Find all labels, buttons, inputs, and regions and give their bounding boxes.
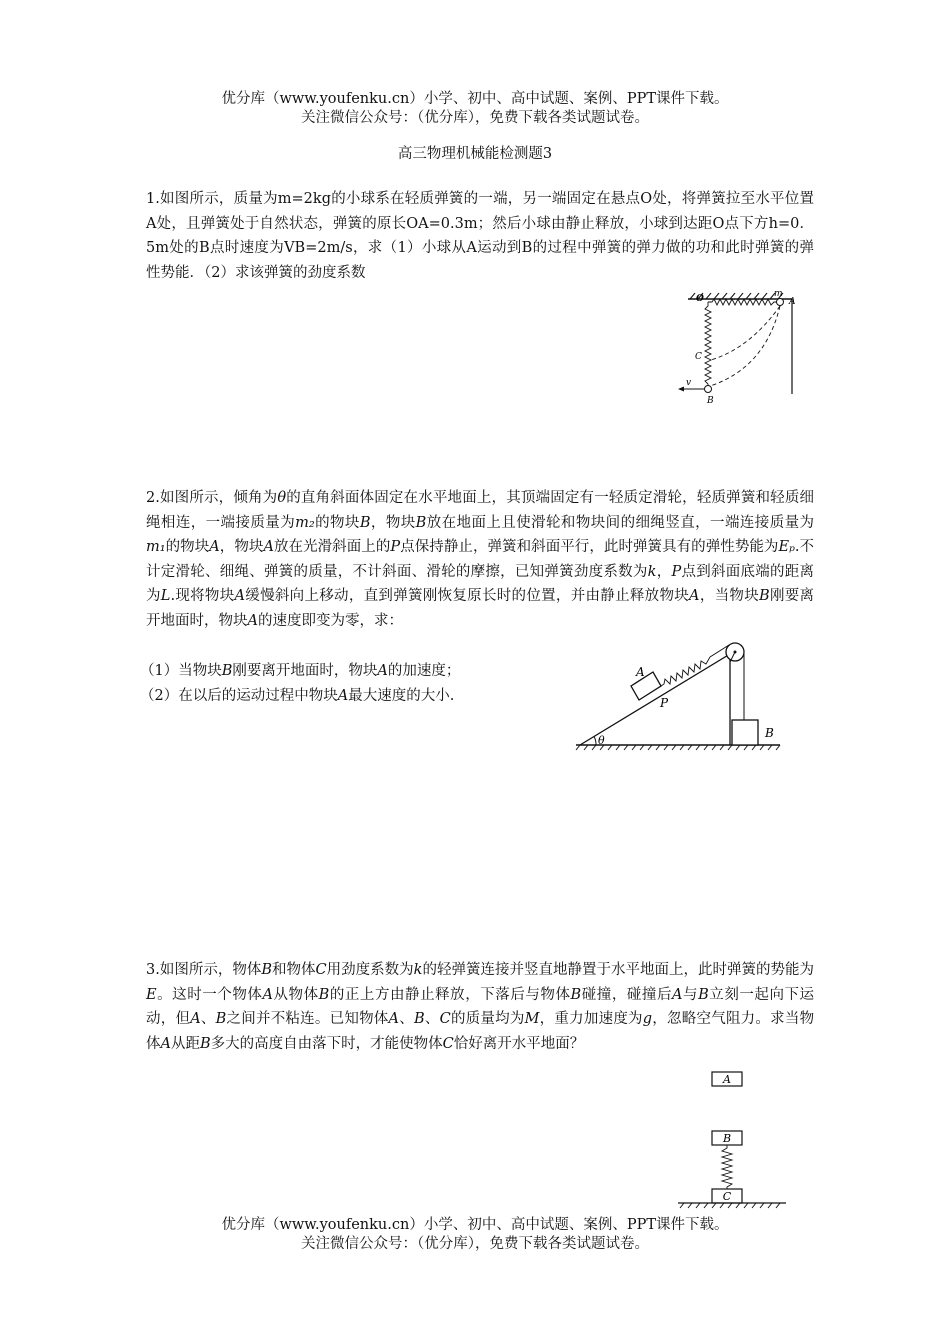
figure1-label-o: O [696,294,704,304]
question-3-text: 3.如图所示，物体B和物体C用劲度系数为k的轻弹簧连接并竖直地静置于水平地面上，此时弹簧的势能为E。这时一个物体A从物体B的正上方由静止释放，下落后与物体B碰撞，碰撞后A与B立刻一起向下运动，但A、B之间并不粘连。已知物体A、B、C的质量均为M，重力加速度为g，忽略空气阻力。求当物体A从距B多大的高度自由落下时，才能使物体C恰好离开水平地面？ [146,962,815,1052]
figure3-label-b: B [722,1132,732,1145]
question-1 [146,187,814,285]
question-2-subquestions [140,659,580,708]
question-2-figure [570,632,790,752]
question-2-sub-2: （2）在以后的运动过程中物块A最大速度的大小. [140,687,455,704]
header-line-1: 优分库（www.youfenku.cn）小学、初中、高中试题、案例、PPT课件下载。 [221,91,729,107]
page-title: 高三物理机械能检测题3 [397,146,553,162]
question-2-sub-1: （1）当物块B刚要离开地面时，物块A的加速度； [140,663,461,679]
figure1-label-m: m [774,289,783,299]
question-3-figure [672,1068,792,1212]
figure2-label-theta: θ [598,734,605,747]
question-2-stem: 2.如图所示，倾角为θ的直角斜面体固定在水平地面上，其顶端固定有一轻质定滑轮，轻质弹簧和轻质细绳相连，一端接质量为m₂的物块B，物块B放在地面上且使滑轮和物块间的细绳竖直，一端连接质量为m₁的物块A，物块A放在光滑斜面上的P点保持静止，弹簧和斜面平行，此时弹簧具有的弹性势能为Eₚ.不计定滑轮、细绳、弹簧的质量，不计斜面、滑轮的摩擦，已知弹簧劲度系数为k，P点到斜面底端的距离为L.现将物块A缓慢斜向上移动，直到弹簧刚恢复原长时的位置，并由静止释放物块A，当物块B刚要离开地面时，物块A的速度即变为零，求： [146,490,815,629]
figure1-label-a: A [789,297,796,307]
figure3-label-a: A [723,1073,731,1086]
figure2-label-a: A [636,665,645,679]
header [0,90,950,128]
footer-line-2: 关注微信公众号：（优分库），免费下载各类试题试卷。 [301,1236,649,1252]
header-line-2: 关注微信公众号：（优分库），免费下载各类试题试卷。 [301,110,649,126]
figure3-label-c: C [722,1190,732,1203]
question-2 [146,486,814,633]
figure2-label-b: B [765,726,774,740]
question-3 [146,958,814,1056]
question-1-text: 1.如图所示，质量为m=2kg的小球系在轻质弹簧的一端，另一端固定在悬点O处，将弹簧拉至水平位置A处，且弹簧处于自然状态，弹簧的原长OA=0.3m；然后小球由静止释放，小球到达距O点下方h=0．5m处的B点时速度为VB=2m/s，求（1）小球从A运动到B的过程中弹簧的弹力做的功和此时弹簧的弹性势能．（2）求该弹簧的劲度系数 [146,191,814,281]
figure1-label-v: v [686,378,692,388]
footer [0,1216,950,1254]
figure2-label-p: P [660,696,669,710]
figure1-label-b: B [707,396,714,406]
figure1-label-c: C [695,352,702,362]
question-1-figure [670,288,810,408]
footer-line-1: 优分库（www.youfenku.cn）小学、初中、高中试题、案例、PPT课件下载。 [221,1217,729,1233]
